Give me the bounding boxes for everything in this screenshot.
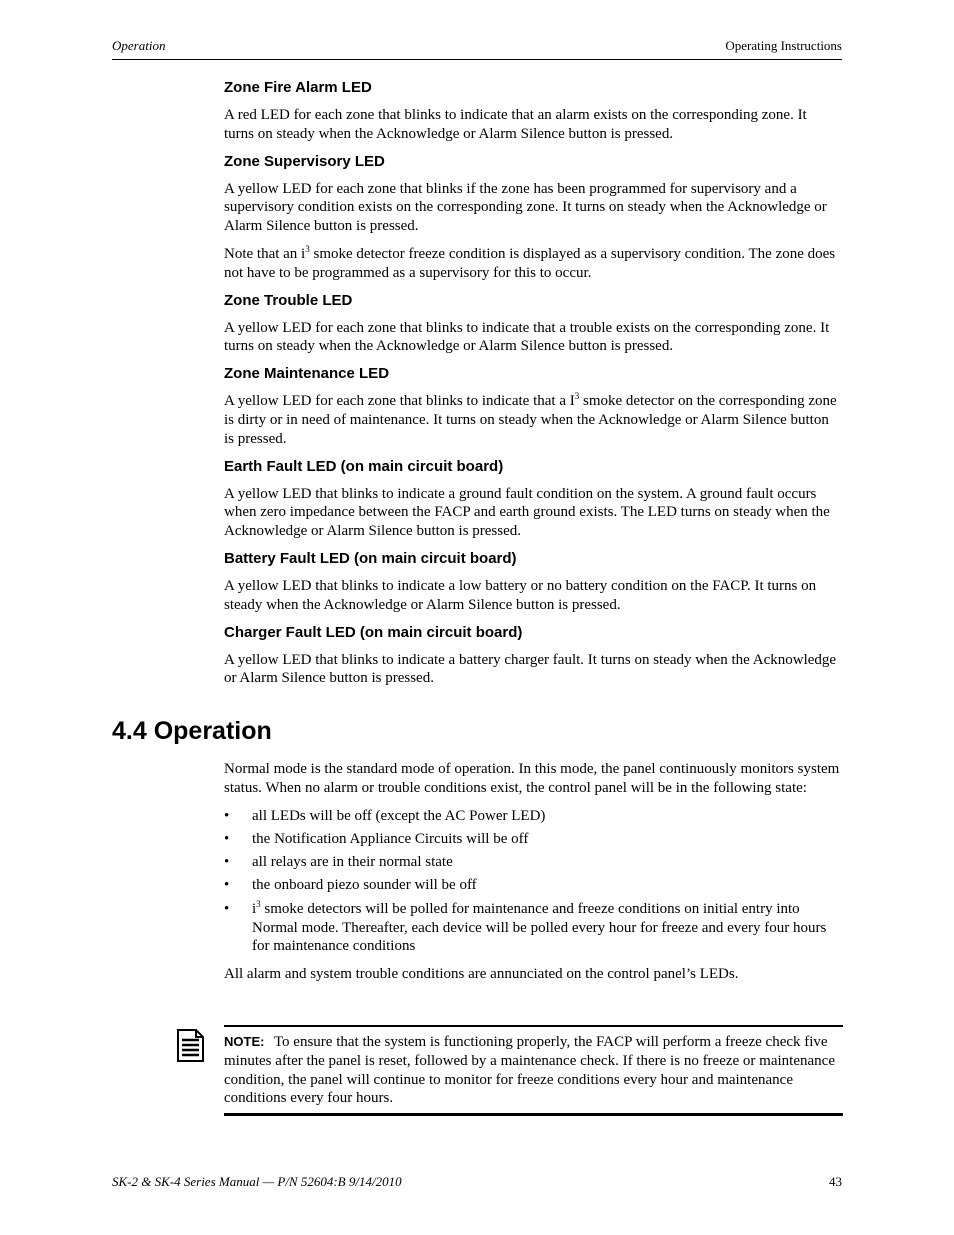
bullet-icon: • [224, 900, 230, 917]
note-text-block [224, 1033, 843, 1108]
list-item-text-post: smoke detectors will be polled for maintenance and freeze conditions on initial entry into Normal mode. Thereafter, each device will be polled every hour for freeze and every four hours for maintenance conditions [252, 900, 827, 955]
list-item [224, 900, 840, 956]
charger-fault-led-heading: Charger Fault LED (on main circuit board) [224, 623, 523, 641]
freeze-condition-note [224, 245, 840, 283]
earth-fault-led-text: A yellow LED that blinks to indicate a ground fault condition on the system. A ground fault occurs when zero impedance between the FACP and earth ground exists. The LED turns on steady when the Acknowledge or Alarm Silence button is pressed. [224, 485, 830, 540]
zone-trouble-led-heading: Zone Trouble LED [224, 291, 353, 309]
note-label: NOTE: [224, 1034, 265, 1049]
page-number: 43 [829, 1174, 842, 1189]
operation-closing: All alarm and system trouble conditions are annunciated on the control panel’s LEDs. [224, 966, 739, 983]
zone-supervisory-led-text: A yellow LED for each zone that blinks if the zone has been programmed for supervisory and a supervisory condition exists on the corresponding zone. It turns on steady when the Acknowledge or Alarm Silence button is pressed. [224, 180, 827, 235]
maintenance-text-sup: 3 [574, 391, 580, 402]
list-item [224, 876, 840, 895]
header-section: Operating Instructions [725, 38, 842, 53]
page-header [112, 37, 842, 60]
zone-trouble-led-text: A yellow LED for each zone that blinks to indicate that a trouble exists on the corresponding zone. It turns on steady when the Acknowledge or Alarm Silence button is pressed. [224, 319, 830, 355]
list-item-text: the Notification Appliance Circuits will be off [252, 830, 529, 847]
bullet-icon: • [224, 854, 230, 871]
list-item-text: all LEDs will be off (except the AC Power LED) [252, 807, 546, 824]
zone-supervisory-led-heading: Zone Supervisory LED [224, 152, 385, 170]
list-item-text: the onboard piezo sounder will be off [252, 877, 477, 894]
zone-maintenance-led-text [224, 392, 840, 448]
operation-section-body [224, 760, 840, 993]
charger-fault-led-text: A yellow LED that blinks to indicate a battery charger fault. It turns on steady when the Acknowledge or Alarm Silence button is pressed. [224, 651, 837, 687]
freeze-note-sup: 3 [305, 243, 310, 254]
section-title: 4.4 Operation [112, 717, 272, 745]
battery-fault-led-heading: Battery Fault LED (on main circuit board) [224, 549, 517, 567]
bullet-icon: • [224, 807, 230, 824]
list-item [224, 830, 840, 849]
maintenance-text-post: smoke detector on the corresponding zone is dirty or in need of maintenance. It turns on steady when the Acknowledge or Alarm Silence button is pressed. [224, 393, 837, 447]
battery-fault-led-text: A yellow LED that blinks to indicate a low battery or no battery condition on the FACP. It turns on steady when the Acknowledge or Alarm Silence button is pressed. [224, 577, 817, 613]
list-item-text-pre: i [252, 900, 257, 917]
normal-state-list [224, 807, 840, 957]
bullet-icon: • [224, 877, 230, 894]
list-item [224, 807, 840, 826]
zone-maintenance-led-heading: Zone Maintenance LED [224, 365, 390, 383]
header-chapter: Operation [112, 38, 166, 53]
list-item-text: all relays are in their normal state [252, 854, 453, 871]
note-document-icon [176, 1028, 205, 1063]
freeze-note-pre: Note that an i [224, 245, 306, 262]
note-text: To ensure that the system is functioning properly, the FACP will perform a freeze check five minutes after the panel is reset, followed by a maintenance check. If there is no freeze or maintenance condition, the panel will continue to monitor for freeze conditions every hour and maintenance conditions every four hours. [224, 1034, 835, 1107]
operation-intro: Normal mode is the standard mode of operation. In this mode, the panel continuously monitors system status. When no alarm or trouble conditions exist, the control panel will be in the following state: [224, 761, 840, 796]
led-descriptions [224, 79, 840, 697]
list-item-sup: 3 [256, 898, 261, 909]
zone-fire-alarm-led-text: A red LED for each zone that blinks to indicate that an alarm exists on the corresponding zone. It turns on steady when the Acknowledge or Alarm Silence button is pressed. [224, 107, 807, 142]
list-item [224, 853, 840, 872]
earth-fault-led-heading: Earth Fault LED (on main circuit board) [224, 457, 504, 475]
zone-fire-alarm-led-heading: Zone Fire Alarm LED [224, 79, 372, 96]
footer-document-info: SK-2 & SK-4 Series Manual — P/N 52604:B 9/14/2010 [112, 1174, 402, 1189]
note-box [224, 1025, 843, 1116]
maintenance-text-pre: A yellow LED for each zone that blinks to indicate that a I [224, 393, 575, 410]
freeze-note-post: smoke detector freeze condition is displayed as a supervisory condition. The zone does not have to be programmed as a supervisory for this to occur. [224, 245, 836, 281]
bullet-icon: • [224, 830, 230, 847]
